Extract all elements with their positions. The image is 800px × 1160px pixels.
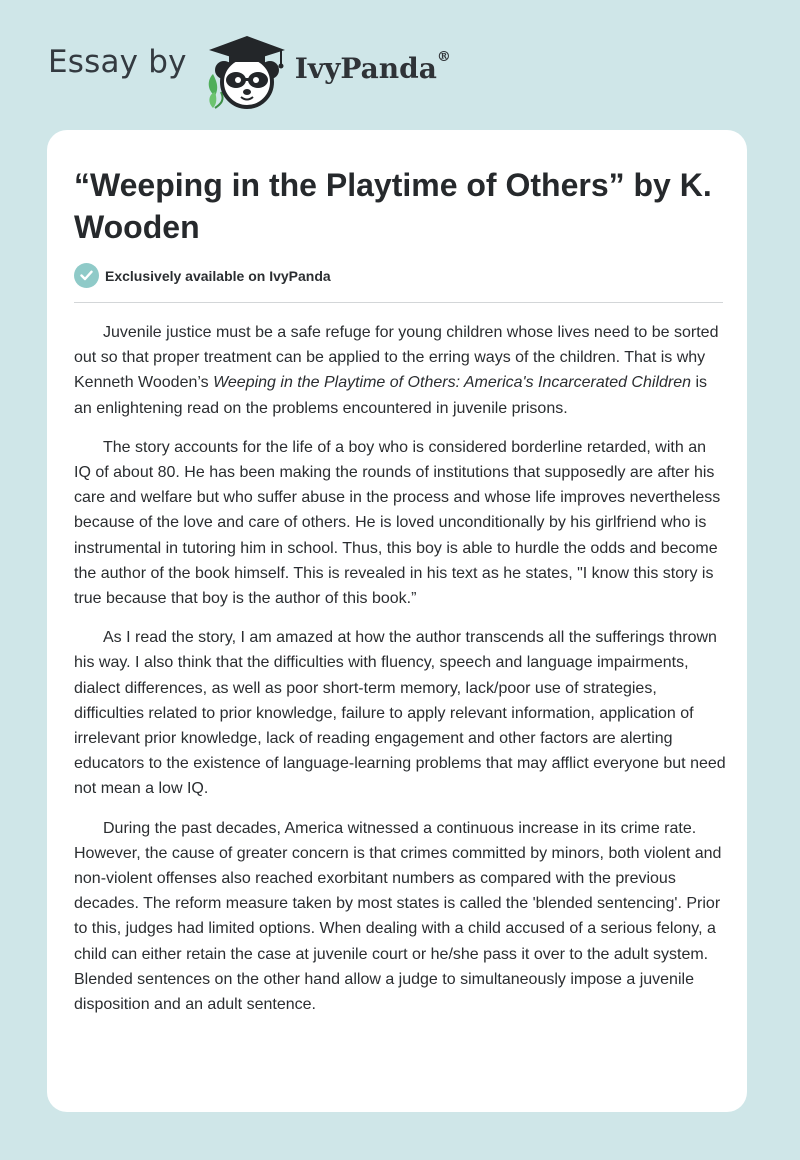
essay-card <box>47 130 747 1112</box>
paragraph: The story accounts for the life of a boy who is considered borderline retarded, with an IQ of about 80. He has been making the rounds of institutions that supposedly are after his care and welfare but who suffer abuse in the process and whose life improves nevertheless because of the love and care of others. He is loved unconditionally by his girlfriend who is instrumental in tutoring him in school. Thus, this boy is able to hurdle the odds and become the author of the book himself. This is revealed in his text as he states, "I know this story is true because that boy is the author of this book.” <box>74 438 721 608</box>
registered-mark: ® <box>436 49 451 66</box>
paragraph-text: is an enlightening read on the problems encountered in juvenile prisons. <box>74 374 708 417</box>
paragraph: As I read the story, I am amazed at how the author transcends all the sufferings thrown his way. I also think that the difficulties with fluency, speech and language impairments, dialect differences, as well as poor short-term memory, lack/poor use of strategies, difficulties related to prior knowledge, failure to apply relevant information, application of irrelevant prior knowledge, lack of reading engagement and other factors are alerting educators to the existence of language-learning problems that may afflict everyone but need not mean a low IQ. <box>74 629 726 798</box>
brand-name-text: IvyPanda <box>294 51 437 85</box>
site-header <box>48 30 451 110</box>
essay-by-label: Essay by <box>48 44 187 80</box>
brand-name <box>294 49 451 85</box>
essay-body <box>74 320 726 1031</box>
title-divider <box>74 302 723 303</box>
exclusive-badge-text: Exclusively available on IvyPanda <box>105 267 331 284</box>
paragraph-text: Juvenile justice must be a safe refuge for young children whose lives need to be sorted out so that proper treatment can be applied to the erring ways of the children. That is why Kenneth Wooden’s <box>74 324 719 392</box>
paragraph <box>74 320 726 421</box>
checkmark-icon <box>74 263 99 288</box>
paragraph: During the past decades, America witnessed a continuous increase in its crime rate. However, the cause of greater concern is that crimes committed by minors, both violent and non-violent offenses also reached exorbitant numbers as compared with the previous decades. The reform measure taken by most states is called the 'blended sentencing'. Prior to this, judges had limited options. When dealing with a child accused of a serious felony, a child can either retain the case at juvenile court or he/she pass it over to the adult system. Blended sentences on the other hand allow a judge to simultaneously impose a juvenile disposition and an adult sentence. <box>74 819 722 1014</box>
book-title: Weeping in the Playtime of Others: America's Incarcerated Children <box>213 374 692 392</box>
essay-title: “Weeping in the Playtime of Others” by K. Wooden <box>74 167 712 245</box>
panda-logo-icon <box>201 30 293 110</box>
exclusive-badge <box>74 263 331 288</box>
